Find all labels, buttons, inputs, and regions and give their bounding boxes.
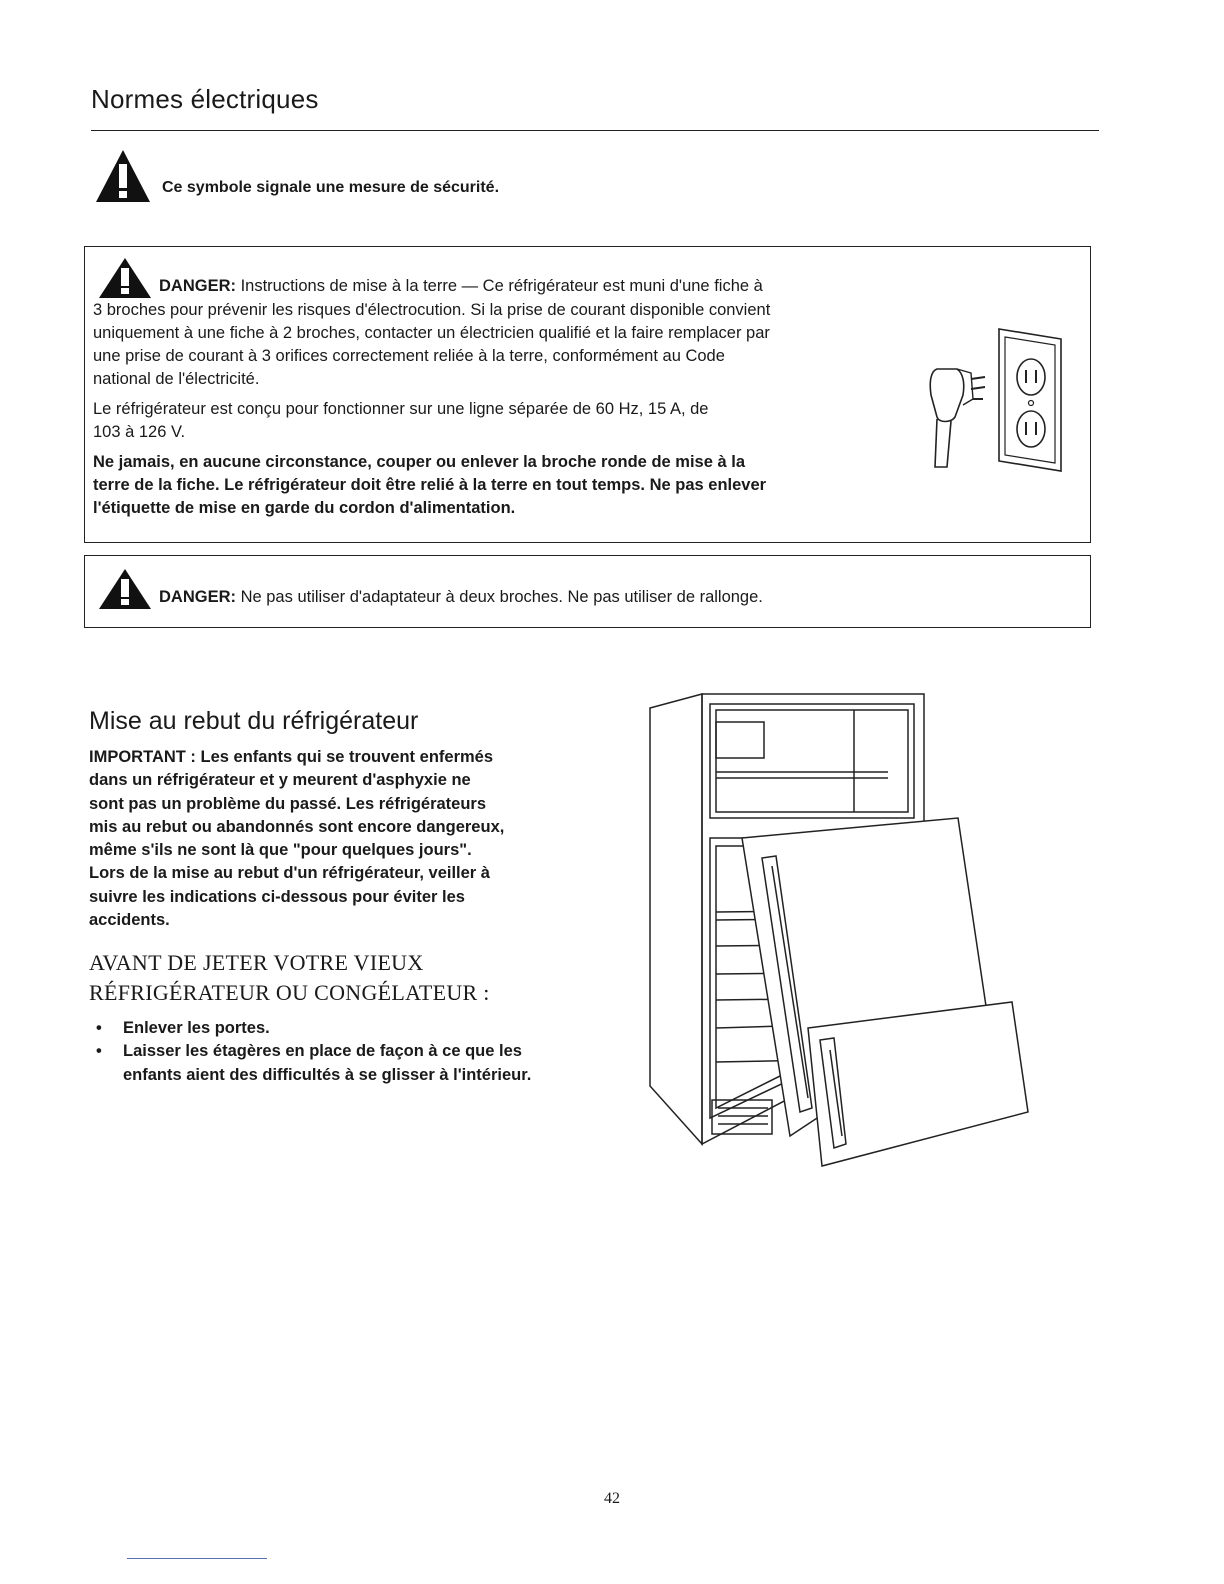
important-line: suivre les indications ci-dessous pour éviter les [89, 887, 465, 906]
danger-text-line: 3 broches pour prévenir les risques d'électrocution. Si la prise de courant disponible convient [93, 301, 771, 319]
important-line: dans un réfrigérateur et y meurent d'asphyxie ne [89, 771, 471, 790]
symbol-note-text: Ce symbole signale une mesure de sécurité. [162, 179, 500, 196]
disposal-steps-list [96, 1017, 576, 1087]
list-item: • Laisser les étagères en place de façon à ce que les enfants aient des difficultés à se glisser à l'intérieur. [96, 1040, 576, 1087]
danger-text-line: national de l'électricité. [93, 370, 260, 388]
danger-label: DANGER: [159, 588, 236, 606]
danger-adapter-text: Ne pas utiliser d'adaptateur à deux broches. Ne pas utiliser de rallonge. [236, 588, 763, 606]
electrical-spec-line: Le réfrigérateur est conçu pour fonctionner sur une ligne séparée de 60 Hz, 15 A, de [93, 400, 709, 418]
safety-symbol-note [94, 144, 499, 204]
plug-outlet-illustration [913, 325, 1073, 475]
danger-adapter-line [93, 568, 763, 610]
danger-first-line [93, 257, 913, 299]
refrigerator-doors-removed-illustration [640, 688, 1040, 1168]
danger-text-line: une prise de courant à 3 orifices correctement reliée à la terre, conformément au Code [93, 347, 725, 365]
danger-first-text: Instructions de mise à la terre — Ce réfrigérateur est muni d'une fiche à [236, 277, 763, 295]
important-line: accidents. [89, 911, 170, 930]
page-number: 42 [604, 1490, 620, 1507]
important-line: sont pas un problème du passé. Les réfrigérateurs [89, 794, 487, 813]
disposal-title: Mise au rebut du réfrigérateur [89, 707, 419, 735]
warning-triangle-icon [94, 148, 152, 204]
grounding-warning-line: terre de la fiche. Le réfrigérateur doit être relié à la terre en tout temps. Ne pas enlever [93, 476, 767, 494]
subtitle-line: RÉFRIGÉRATEUR OU CONGÉLATEUR : [89, 980, 490, 1005]
warning-triangle-icon [93, 568, 153, 610]
disposal-subtitle [89, 948, 609, 1008]
important-paragraph [89, 746, 579, 932]
warning-triangle-icon [93, 257, 153, 299]
subtitle-line: AVANT DE JETER VOTRE VIEUX [89, 950, 424, 975]
important-line: Lors de la mise au rebut d'un réfrigérateur, veiller à [89, 864, 490, 883]
page-title: Normes électriques [91, 84, 319, 114]
list-item: • Enlever les portes. [96, 1017, 576, 1040]
grounding-warning-line: l'étiquette de mise en garde du cordon d'alimentation. [93, 499, 516, 517]
title-rule [91, 130, 1099, 131]
danger-label: DANGER: [159, 277, 236, 295]
danger-text-line: uniquement à une fiche à 2 broches, contacter un électricien qualifié et la faire remplacer par [93, 324, 770, 342]
important-line: IMPORTANT : Les enfants qui se trouvent enfermés [89, 748, 494, 766]
electrical-spec-line: 103 à 126 V. [93, 423, 186, 441]
danger-grounding-content [93, 257, 913, 520]
important-line: même s'ils ne sont là que "pour quelques jours". [89, 841, 472, 860]
bottom-rule [127, 1558, 267, 1559]
danger-adapter-box [84, 555, 1091, 628]
grounding-warning-line: Ne jamais, en aucune circonstance, couper ou enlever la broche ronde de mise à la [93, 453, 745, 471]
danger-grounding-box [84, 246, 1091, 543]
important-line: mis au rebut ou abandonnés sont encore dangereux, [89, 817, 505, 836]
